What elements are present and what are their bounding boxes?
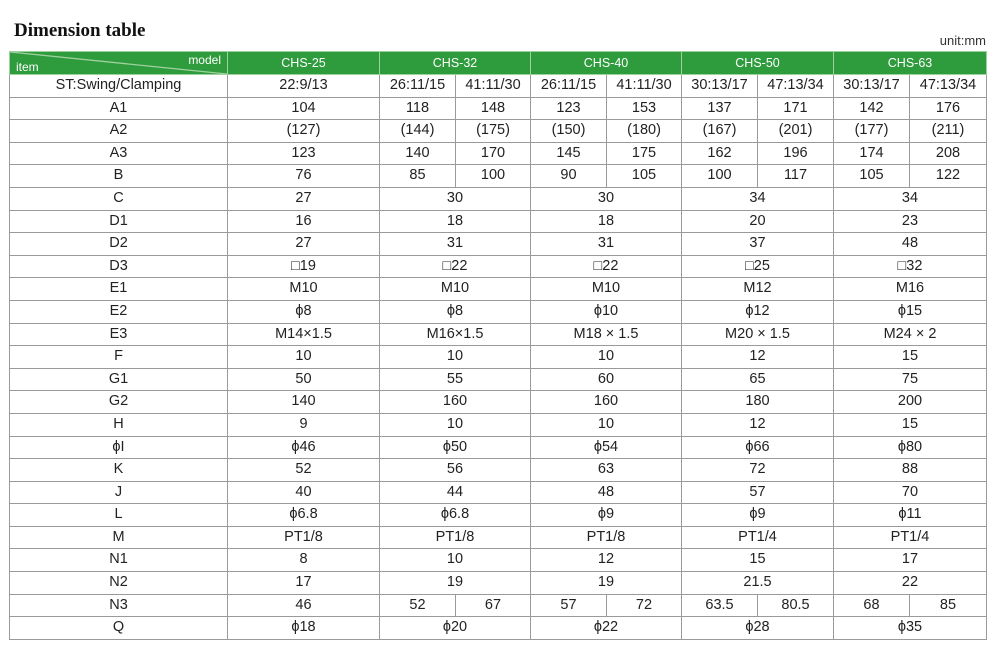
table-row (10, 210, 987, 233)
table-cell: ϕ18 (228, 617, 380, 640)
table-cell: 48 (834, 233, 987, 256)
table-cell: 34 (834, 187, 987, 210)
table-cell: (211) (910, 120, 987, 143)
table-cell: ϕ9 (682, 504, 834, 527)
table-cell: 118 (380, 97, 456, 120)
table-cell: 196 (758, 142, 834, 165)
table-cell: M12 (682, 278, 834, 301)
table-cell: (180) (607, 120, 682, 143)
table-cell: PT1/8 (531, 526, 682, 549)
table-cell: 10 (380, 549, 531, 572)
row-label: Q (10, 617, 228, 640)
table-cell: 41:11/30 (607, 75, 682, 98)
table-cell: 100 (456, 165, 531, 188)
table-cell: M14×1.5 (228, 323, 380, 346)
table-cell: 26:11/15 (531, 75, 607, 98)
header-corner-cell (10, 52, 228, 75)
table-cell: 67 (456, 594, 531, 617)
table-cell: ϕ12 (682, 300, 834, 323)
table-row-q (10, 617, 987, 640)
table-cell: (201) (758, 120, 834, 143)
table-cell: 31 (380, 233, 531, 256)
table-cell: 34 (682, 187, 834, 210)
table-cell: 46 (228, 594, 380, 617)
table-row (10, 526, 987, 549)
table-cell: M16×1.5 (380, 323, 531, 346)
table-cell: ϕ11 (834, 504, 987, 527)
model-header: CHS-40 (531, 52, 682, 75)
table-cell: 23 (834, 210, 987, 233)
table-cell: 180 (682, 391, 834, 414)
table-cell: 123 (531, 97, 607, 120)
row-label: F (10, 346, 228, 369)
table-row (10, 572, 987, 595)
table-cell: 85 (380, 165, 456, 188)
table-cell: 142 (834, 97, 910, 120)
row-label: G2 (10, 391, 228, 414)
table-cell: 160 (380, 391, 531, 414)
row-label: N1 (10, 549, 228, 572)
table-cell: 68 (834, 594, 910, 617)
table-cell: 12 (682, 413, 834, 436)
table-cell: 40 (228, 481, 380, 504)
table-cell: ϕ54 (531, 436, 682, 459)
table-cell: 10 (380, 413, 531, 436)
row-label: C (10, 187, 228, 210)
table-cell: 123 (228, 142, 380, 165)
table-cell: ϕ9 (531, 504, 682, 527)
model-header: CHS-32 (380, 52, 531, 75)
table-cell: 22 (834, 572, 987, 595)
row-label: A1 (10, 97, 228, 120)
table-cell: (167) (682, 120, 758, 143)
table-cell: 30 (531, 187, 682, 210)
row-label: E1 (10, 278, 228, 301)
row-label: E3 (10, 323, 228, 346)
table-cell: 41:11/30 (456, 75, 531, 98)
row-label: H (10, 413, 228, 436)
table-cell: ϕ15 (834, 300, 987, 323)
table-cell: 15 (834, 413, 987, 436)
table-cell: □32 (834, 255, 987, 278)
table-cell: (127) (228, 120, 380, 143)
row-label: ϕI (10, 436, 228, 459)
page-title: Dimension table (14, 20, 146, 41)
table-cell: M16 (834, 278, 987, 301)
table-row (10, 391, 987, 414)
table-row (10, 368, 987, 391)
table-cell: PT1/8 (380, 526, 531, 549)
table-cell: 47:13/34 (910, 75, 987, 98)
table-cell: ϕ6.8 (380, 504, 531, 527)
table-cell: 208 (910, 142, 987, 165)
table-cell: 10 (531, 413, 682, 436)
table-cell: 17 (834, 549, 987, 572)
table-cell: 85 (910, 594, 987, 617)
table-cell: 50 (228, 368, 380, 391)
table-row-n3 (10, 594, 987, 617)
table-cell: 21.5 (682, 572, 834, 595)
table-cell: 47:13/34 (758, 75, 834, 98)
table-cell: 72 (607, 594, 682, 617)
table-row-st (10, 75, 987, 98)
table-cell: 30:13/17 (834, 75, 910, 98)
table-cell: 176 (910, 97, 987, 120)
table-cell: 26:11/15 (380, 75, 456, 98)
row-label: M (10, 526, 228, 549)
row-label: A2 (10, 120, 228, 143)
table-cell: (177) (834, 120, 910, 143)
table-cell: 44 (380, 481, 531, 504)
table-cell: 18 (380, 210, 531, 233)
table-cell: 16 (228, 210, 380, 233)
table-cell: 12 (682, 346, 834, 369)
row-label: E2 (10, 300, 228, 323)
table-cell: 80.5 (758, 594, 834, 617)
table-cell: 105 (834, 165, 910, 188)
table-cell: 170 (456, 142, 531, 165)
table-cell: 9 (228, 413, 380, 436)
table-cell: 60 (531, 368, 682, 391)
table-row (10, 187, 987, 210)
row-label: J (10, 481, 228, 504)
table-cell: 140 (228, 391, 380, 414)
table-cell: M10 (531, 278, 682, 301)
table-cell: ϕ8 (228, 300, 380, 323)
table-cell: 153 (607, 97, 682, 120)
table-cell: ϕ66 (682, 436, 834, 459)
row-label: L (10, 504, 228, 527)
table-cell: 27 (228, 187, 380, 210)
table-cell: ϕ80 (834, 436, 987, 459)
table-cell: 100 (682, 165, 758, 188)
table-cell: ϕ46 (228, 436, 380, 459)
table-cell: 63.5 (682, 594, 758, 617)
table-cell: 10 (380, 346, 531, 369)
table-cell: 56 (380, 459, 531, 482)
model-header-label: model (188, 53, 221, 67)
table-cell: 48 (531, 481, 682, 504)
row-label: A3 (10, 142, 228, 165)
table-cell: 30 (380, 187, 531, 210)
table-cell: M10 (380, 278, 531, 301)
table-cell: 76 (228, 165, 380, 188)
table-cell: 19 (531, 572, 682, 595)
table-row (10, 549, 987, 572)
table-cell: 104 (228, 97, 380, 120)
table-cell: PT1/4 (834, 526, 987, 549)
table-cell: 15 (834, 346, 987, 369)
table-cell: 70 (834, 481, 987, 504)
table-cell: 10 (228, 346, 380, 369)
table-row (10, 300, 987, 323)
model-header: CHS-63 (834, 52, 987, 75)
table-cell: 160 (531, 391, 682, 414)
table-cell: 52 (228, 459, 380, 482)
table-cell: 52 (380, 594, 456, 617)
table-cell: (175) (456, 120, 531, 143)
table-cell: M18 × 1.5 (531, 323, 682, 346)
row-label: N3 (10, 594, 228, 617)
row-label: B (10, 165, 228, 188)
table-cell: 19 (380, 572, 531, 595)
row-label: G1 (10, 368, 228, 391)
table-cell: ϕ6.8 (228, 504, 380, 527)
table-cell: 140 (380, 142, 456, 165)
table-cell: ϕ35 (834, 617, 987, 640)
table-row (10, 278, 987, 301)
table-cell: 145 (531, 142, 607, 165)
row-label: D3 (10, 255, 228, 278)
table-cell: 27 (228, 233, 380, 256)
table-cell: 10 (531, 346, 682, 369)
table-cell: 174 (834, 142, 910, 165)
unit-label: unit:mm (939, 33, 986, 48)
table-cell: 63 (531, 459, 682, 482)
table-cell: 15 (682, 549, 834, 572)
model-header: CHS-50 (682, 52, 834, 75)
table-cell: 88 (834, 459, 987, 482)
table-cell: 8 (228, 549, 380, 572)
table-cell: ϕ28 (682, 617, 834, 640)
table-cell: 37 (682, 233, 834, 256)
table-cell: 12 (531, 549, 682, 572)
table-cell: □22 (380, 255, 531, 278)
table-cell: 200 (834, 391, 987, 414)
table-cell: M10 (228, 278, 380, 301)
table-cell: 30:13/17 (682, 75, 758, 98)
table-row (10, 120, 987, 143)
table-cell: 175 (607, 142, 682, 165)
table-cell: ϕ22 (531, 617, 682, 640)
table-cell: ϕ20 (380, 617, 531, 640)
model-header: CHS-25 (228, 52, 380, 75)
table-cell: 22:9/13 (228, 75, 380, 98)
table-cell: 122 (910, 165, 987, 188)
table-row (10, 436, 987, 459)
table-cell: 162 (682, 142, 758, 165)
table-cell: 117 (758, 165, 834, 188)
table-cell: ϕ10 (531, 300, 682, 323)
table-row (10, 142, 987, 165)
table-row (10, 255, 987, 278)
table-row (10, 459, 987, 482)
table-row (10, 413, 987, 436)
table-cell: □22 (531, 255, 682, 278)
table-row (10, 233, 987, 256)
item-header-label: item (16, 60, 39, 74)
table-cell: 18 (531, 210, 682, 233)
table-cell: M24 × 2 (834, 323, 987, 346)
table-row (10, 97, 987, 120)
row-label: ST:Swing/Clamping (10, 75, 228, 98)
table-cell: 57 (531, 594, 607, 617)
row-label: K (10, 459, 228, 482)
table-row (10, 481, 987, 504)
table-cell: □25 (682, 255, 834, 278)
table-cell: M20 × 1.5 (682, 323, 834, 346)
table-cell: (144) (380, 120, 456, 143)
row-label: D1 (10, 210, 228, 233)
table-cell: 171 (758, 97, 834, 120)
table-cell: 57 (682, 481, 834, 504)
table-cell: ϕ50 (380, 436, 531, 459)
table-cell: 105 (607, 165, 682, 188)
table-cell: 31 (531, 233, 682, 256)
table-cell: 20 (682, 210, 834, 233)
table-cell: 75 (834, 368, 987, 391)
table-cell: 72 (682, 459, 834, 482)
row-label: N2 (10, 572, 228, 595)
table-cell: 65 (682, 368, 834, 391)
table-cell: PT1/8 (228, 526, 380, 549)
table-cell: 55 (380, 368, 531, 391)
header-row (10, 52, 987, 75)
table-cell: 148 (456, 97, 531, 120)
table-cell: 90 (531, 165, 607, 188)
table-cell: □19 (228, 255, 380, 278)
table-row (10, 165, 987, 188)
table-cell: 17 (228, 572, 380, 595)
table-cell: ϕ8 (380, 300, 531, 323)
dimension-table (9, 51, 987, 640)
table-row (10, 323, 987, 346)
table-row (10, 504, 987, 527)
table-cell: PT1/4 (682, 526, 834, 549)
table-cell: (150) (531, 120, 607, 143)
table-cell: 137 (682, 97, 758, 120)
table-row (10, 346, 987, 369)
row-label: D2 (10, 233, 228, 256)
